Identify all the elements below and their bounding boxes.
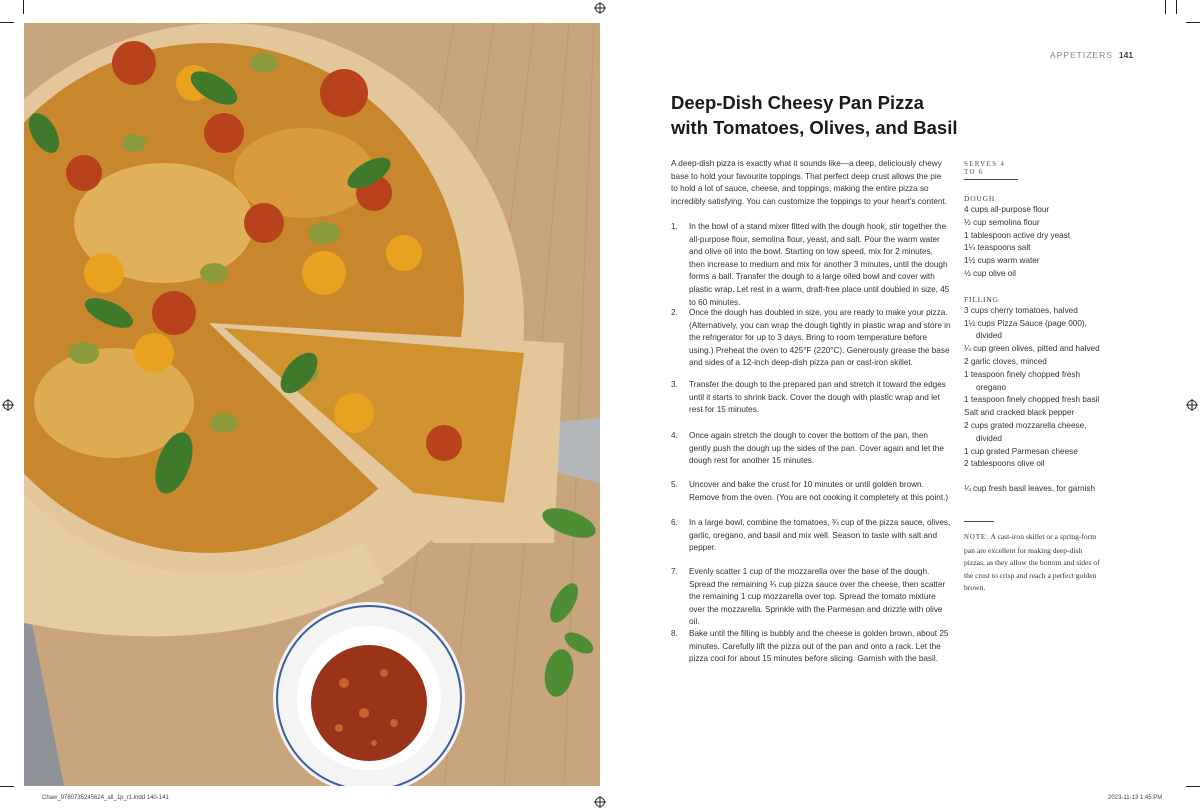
note-label: NOTE: — [964, 533, 990, 541]
registration-mark-icon — [594, 2, 606, 14]
ingredient: 1¼ teaspoons salt — [964, 243, 1031, 253]
ingredient: ½ cup olive oil — [964, 268, 1016, 278]
crop-mark — [23, 0, 24, 14]
crop-mark — [1165, 0, 1166, 14]
step-number: 3. — [671, 380, 678, 389]
step-text: In a large bowl, combine the tomatoes, ¾ cup of the pizza sauce, olives, garlic, oregano, and basil and mix well. Season to taste with salt and pepper. — [689, 518, 951, 553]
step-4 — [671, 430, 951, 468]
section-name: APPETIZERS — [1050, 50, 1113, 60]
step-text: Uncover and bake the crust for 10 minutes or until golden brown. Remove from the oven. (You are not cooking it completely at this point.) — [689, 480, 949, 502]
crop-mark — [0, 22, 14, 23]
ingredient: 1½ cups Pizza Sauce (page 000), — [964, 318, 1087, 328]
step-number: 2. — [671, 308, 678, 317]
step-number: 1. — [671, 222, 678, 231]
step-7 — [671, 566, 951, 629]
ingredient: 1 teaspoon finely chopped fresh — [964, 369, 1081, 379]
note-divider — [964, 521, 994, 522]
ingredients-sidebar — [964, 160, 1104, 595]
ingredient-continuation: divided — [976, 433, 1002, 443]
ingredient-continuation: divided — [976, 331, 1002, 341]
ingredient: 2 cups grated mozzarella cheese, — [964, 420, 1087, 430]
step-number: 4. — [671, 431, 678, 440]
step-text: In the bowl of a stand mixer fitted with the dough hook, stir together the all-purpose flour, semolina flour, yeast, and salt. Pour the warm water and olive oil into the bowl. Starting on low speed, mix for 2 minutes, then increase to medium and mix for another 3 minutes, until the dough forms a ball. Transfer the dough to a large oiled bowl and cover with plastic wrap. Let rest in a warm, draft-free place until doubled in size, 45 to 60 minutes. — [689, 222, 950, 307]
step-number: 8. — [671, 629, 678, 638]
ingredient: 1 tablespoon active dry yeast — [964, 230, 1071, 240]
dough-heading: DOUGH — [964, 194, 996, 203]
ingredient: Salt and cracked black pepper — [964, 408, 1075, 418]
step-5 — [671, 479, 951, 504]
ingredient-continuation: oregano — [976, 382, 1007, 392]
crop-mark — [1186, 786, 1200, 787]
crop-mark — [1176, 0, 1177, 14]
step-text: Evenly scatter 1 cup of the mozzarella over the base of the dough. Spread the remaining ¾ cup pizza sauce over the cheese, then scatter the remaining 1 cup mozzarella over top. Spread the tomato mixture over the mozzarella. Sprinkle with the Parmesan and drizzle with olive oil. — [689, 567, 946, 627]
registration-mark-icon — [594, 796, 606, 808]
recipe-title — [671, 90, 991, 140]
ingredient: 4 cups all-purpose flour — [964, 205, 1050, 214]
crop-mark — [1186, 22, 1200, 23]
serves-label: SERVES 4 TO 6 — [964, 160, 1018, 180]
registration-mark-icon — [1186, 399, 1198, 411]
running-head — [1050, 50, 1133, 60]
ingredient: 2 garlic cloves, minced — [964, 356, 1047, 366]
step-2 — [671, 307, 951, 370]
title-line-1: Deep-Dish Cheesy Pan Pizza — [671, 92, 924, 113]
step-text: Transfer the dough to the prepared pan and stretch it toward the edges until it starts to shrink back. Cover the dough with plastic wrap and let rest for 15 minutes. — [689, 380, 946, 415]
dough-ingredients — [964, 204, 1104, 281]
step-number: 5. — [671, 480, 678, 489]
step-text: Once again stretch the dough to cover the bottom of the pan, then gently push the dough up the sides of the pan. Cover again and let the dough rest for another 15 minutes. — [689, 431, 944, 466]
step-text: Bake until the filling is bubbly and the cheese is golden brown, about 25 minutes. Carefully lift the pizza out of the pan and onto a rack. Let the pizza cool for about 15 minutes before slicing. Garnish with the basil. — [689, 629, 949, 664]
ingredient: 3 cups cherry tomatoes, halved — [964, 305, 1078, 315]
step-number: 7. — [671, 567, 678, 576]
step-1 — [671, 221, 951, 309]
registration-mark-icon — [2, 399, 14, 411]
filling-ingredients — [964, 305, 1104, 471]
pizza-photo — [24, 23, 600, 786]
ingredient: ¼ cup green olives, pitted and halved — [964, 344, 1100, 354]
page-number: 141 — [1118, 50, 1134, 60]
recipe-note — [964, 531, 1104, 595]
crop-mark — [0, 786, 14, 787]
filling-heading: FILLING — [964, 294, 999, 304]
step-8 — [671, 628, 951, 666]
slug-file-info: Chaw_9780735245624_all_1p_r1.indd 140-141 — [42, 795, 169, 801]
title-line-2: with Tomatoes, Olives, and Basil — [671, 117, 958, 138]
ingredient: ½ cup semolina flour — [964, 217, 1040, 227]
step-text: Once the dough has doubled in size, you are ready to make your pizza. (Alternatively, you can wrap the dough tightly in plastic wrap and store in the refrigerator for up to 3 days. Bring to room temperature before using.) Preheat the oven to 425°F (220°C). Generously grease the base and sides of a 12-inch deep-dish pizza pan or cast-iron skillet. — [689, 308, 951, 368]
step-6 — [671, 517, 951, 555]
recipe-intro: A deep-dish pizza is exactly what it sounds like—a deep, deliciously chewy base to hold your favourite toppings. That perfect deep crust allows the pie to hold a lot of sauce, cheese, and toppings, making the entire pizza so incredibly satisfying. You can customize the toppings to your heart's content. — [671, 159, 948, 206]
step-3 — [671, 379, 951, 417]
garnish-ingredient: ¼ cup fresh basil leaves, for garnish — [964, 484, 1096, 494]
ingredient: 1 cup grated Parmesan cheese — [964, 446, 1078, 456]
slug-timestamp: 2023-11-13 1:45 PM — [1108, 795, 1163, 801]
ingredient: 2 tablespoons olive oil — [964, 459, 1045, 469]
step-number: 6. — [671, 518, 678, 527]
ingredient: 1 teaspoon finely chopped fresh basil — [964, 395, 1100, 405]
ingredient: 1½ cups warm water — [964, 256, 1040, 266]
note-text: A cast-iron skillet or a spring-form pan are excellent for making deep-dish pizzas, as they allow the bottom and sides of the crust to crisp and reach a perfect golden brown. — [964, 531, 1100, 593]
